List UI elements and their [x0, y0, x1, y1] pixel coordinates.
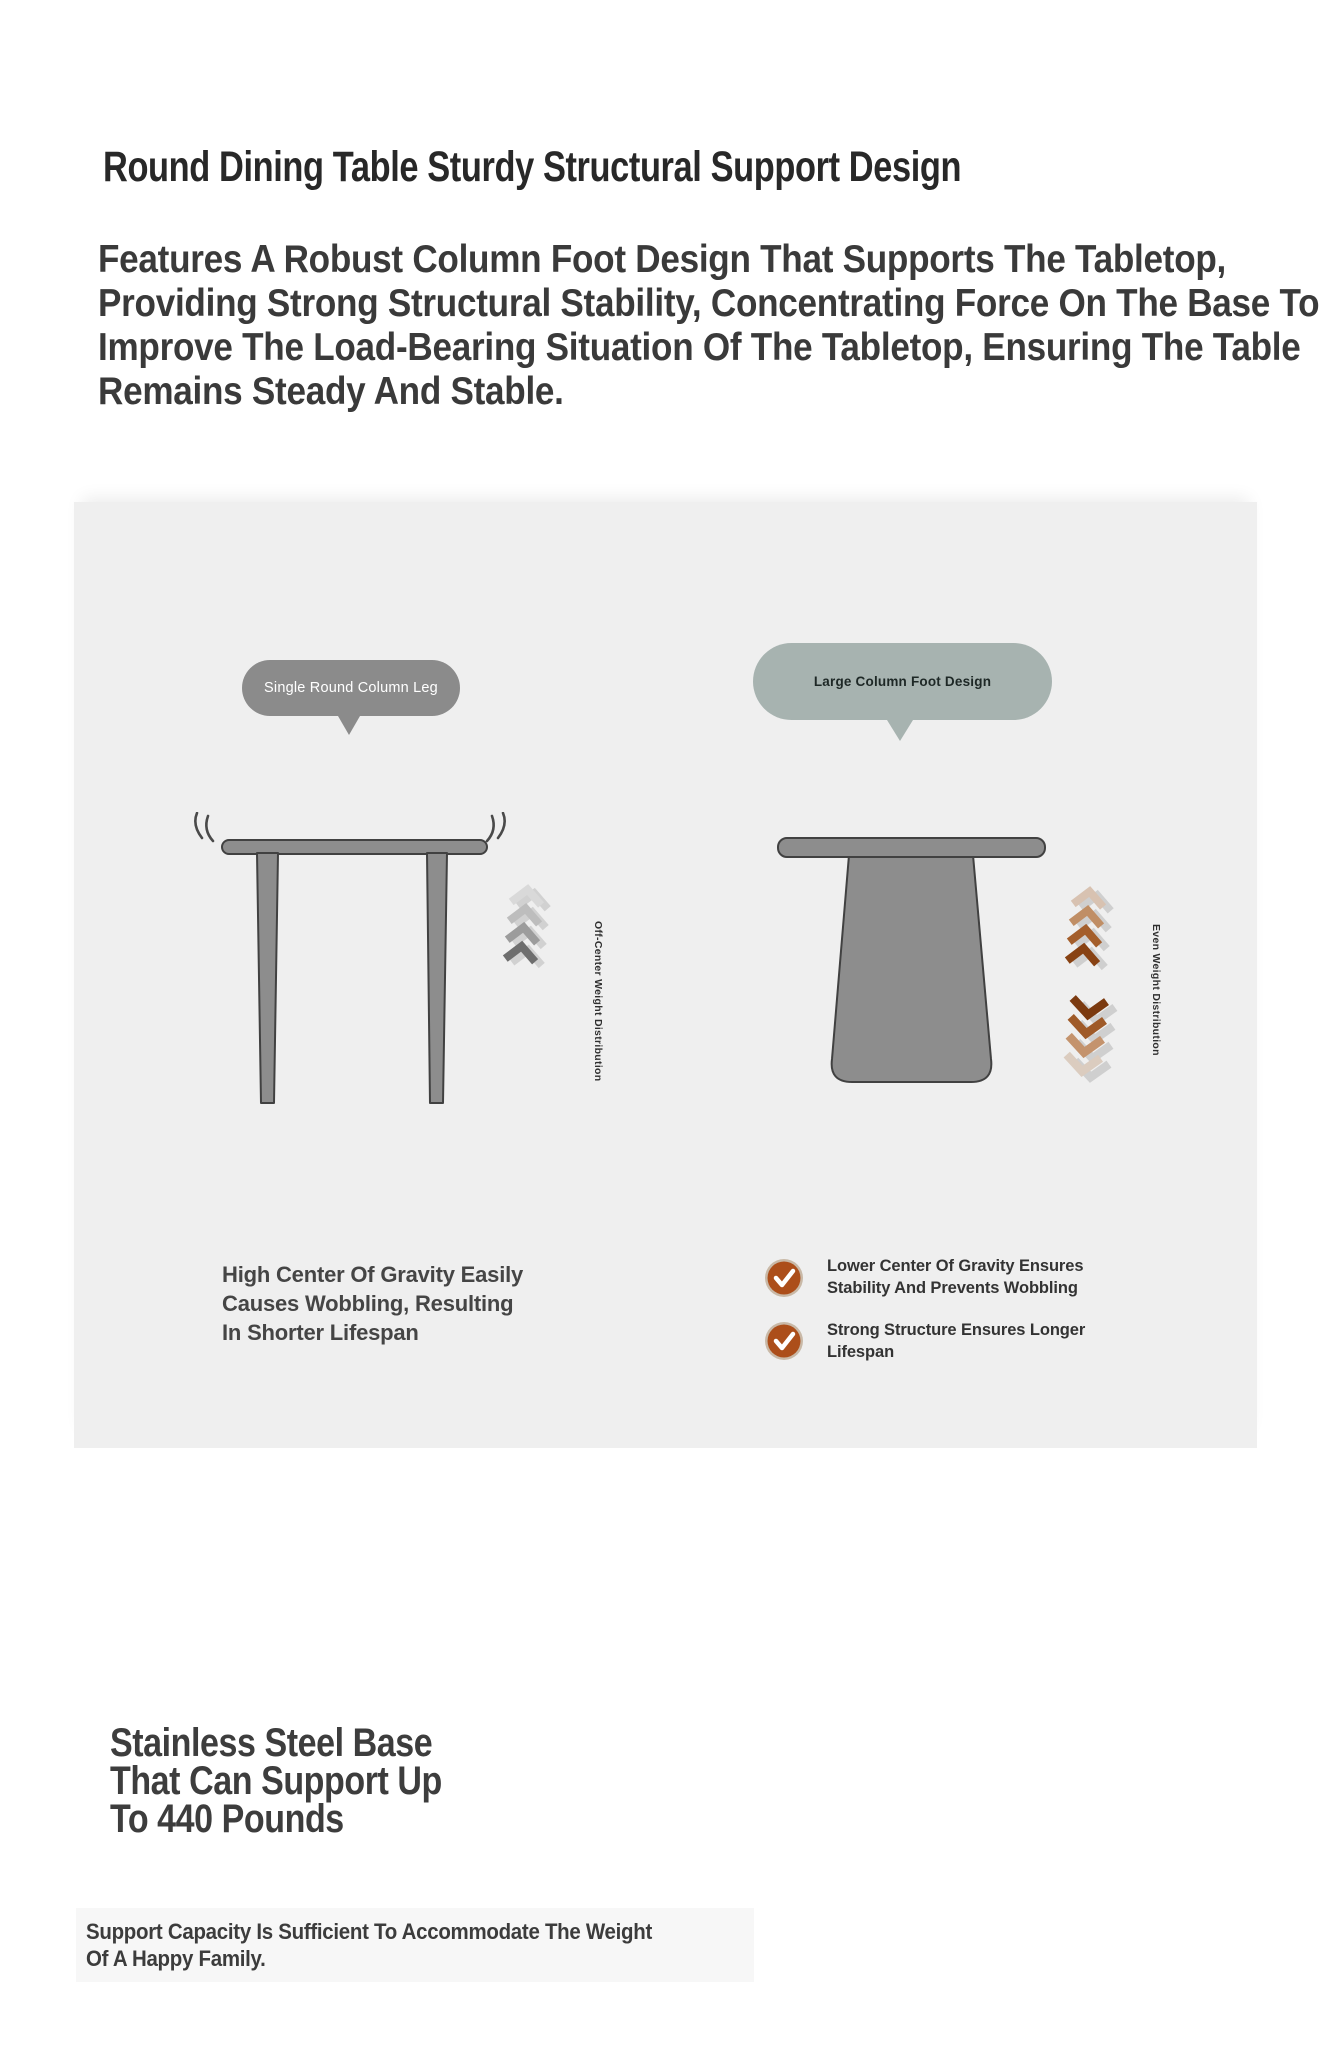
tabletop-shape [222, 840, 487, 854]
benefit-line: Strong Structure Ensures Longer [827, 1321, 1086, 1339]
off-center-weight-label: Off-Center Weight Distribution [592, 921, 604, 1082]
left-caption-line: Causes Wobbling, Resulting [222, 1291, 514, 1316]
column-foot-shape [832, 855, 992, 1082]
check-icon [764, 1321, 804, 1361]
left-caption-line: High Center Of Gravity Easily [222, 1262, 524, 1287]
tabletop-shape [778, 838, 1045, 857]
capacity-heading [110, 1721, 442, 1841]
even-weight-label: Even Weight Distribution [1150, 924, 1162, 1056]
intro-paragraph [98, 238, 1319, 414]
chevron-up-arrows-icon [1067, 890, 1113, 968]
page-title: Round Dining Table Sturdy Structural Support Design [103, 143, 962, 191]
wobble-lines-icon [487, 813, 505, 841]
single-leg-bubble [242, 660, 460, 716]
intro-line: Providing Strong Structural Stability, Concentrating Force On The Base To [98, 282, 1320, 325]
intro-line: Remains Steady And Stable. [98, 370, 564, 413]
left-caption [222, 1260, 523, 1347]
table-leg-shape [257, 853, 278, 1103]
column-foot-bubble [753, 643, 1052, 720]
left-caption-line: In Shorter Lifespan [222, 1320, 419, 1345]
check-icon [764, 1258, 804, 1298]
benefit-line: Lower Center Of Gravity Ensures [827, 1257, 1084, 1275]
column-foot-bubble-label: Large Column Foot Design [813, 674, 992, 689]
benefit-item [827, 1319, 1085, 1363]
column-foot-table-illustration [770, 812, 1190, 1112]
benefit-line: Lifespan [827, 1343, 895, 1361]
capacity-subheading-line: Support Capacity Is Sufficient To Accommodate The Weight [86, 1919, 653, 1944]
table-leg-shape [427, 853, 447, 1103]
capacity-heading-line: To 440 Pounds [110, 1797, 344, 1841]
chevron-down-arrows-icon [1065, 998, 1116, 1079]
capacity-subheading [86, 1918, 652, 1972]
capacity-heading-line: That Can Support Up [110, 1759, 442, 1803]
benefit-line: Stability And Prevents Wobbling [827, 1279, 1078, 1297]
intro-line: Improve The Load-Bearing Situation Of The Tabletop, Ensuring The Table [98, 326, 1301, 369]
benefit-item [827, 1255, 1083, 1299]
chevron-up-arrows-icon [505, 888, 550, 965]
single-leg-bubble-label: Single Round Column Leg [264, 680, 438, 696]
single-leg-table-illustration [190, 812, 610, 1112]
intro-line: Features A Robust Column Foot Design That Supports The Tabletop, [98, 238, 1227, 281]
capacity-subheading-line: Of A Happy Family. [86, 1946, 266, 1971]
capacity-heading-line: Stainless Steel Base [110, 1721, 433, 1765]
wobble-lines-icon [195, 813, 213, 841]
